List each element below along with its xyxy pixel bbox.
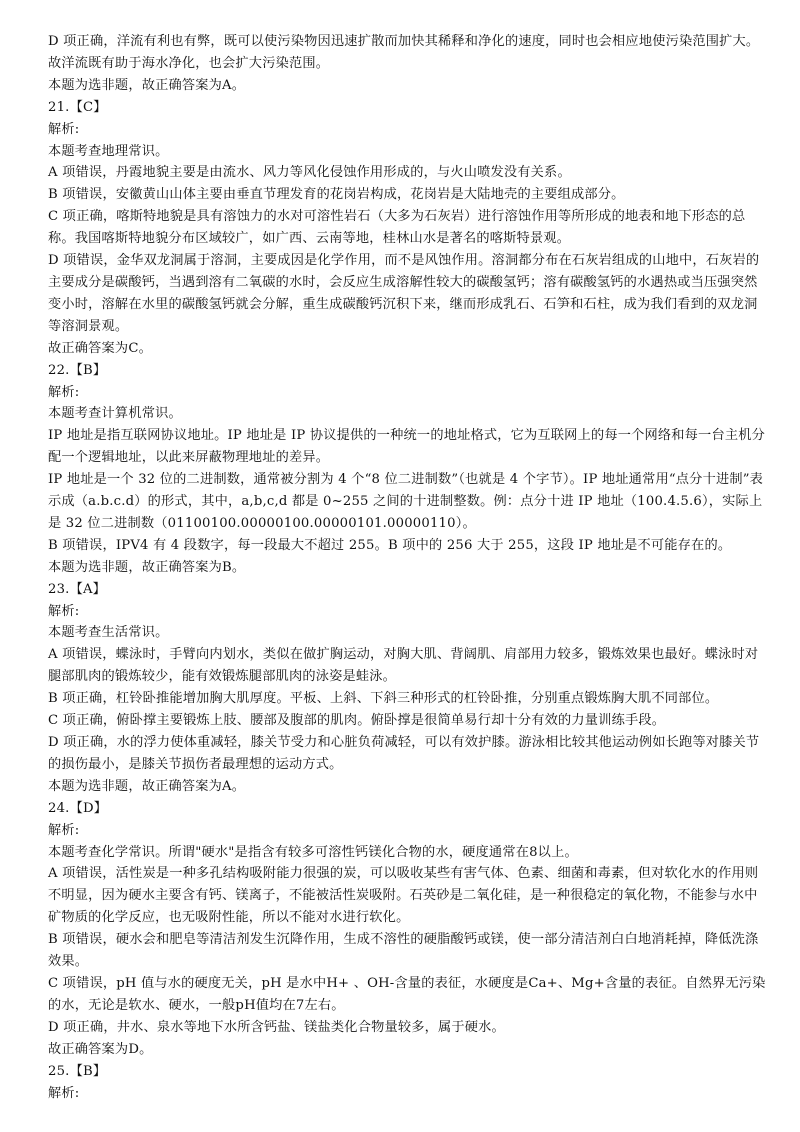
analysis-label: 解析: (48, 1085, 80, 1101)
analysis-label: 解析: (48, 822, 80, 838)
paragraph: A 项错误，活性炭是一种多孔结构吸附能力很强的炭，可以吸收某些有害气体、色素、细菌和毒素，但对软化水的作用则不明显，因为硬水主要含有钙、镁离子，不能被活性炭吸附。石英砂是二氧化硅，是一种很稳定的氧化物，不能参与水中矿物质的化学反应，也无吸附性能，所以不能对水进行软化。 (48, 866, 759, 926)
paragraph: D 项正确，洋流有利也有弊，既可以使污染物因迅速扩散而加快其稀释和净化的速度，同时也会相应地使污染范围扩大。故洋流既有助于海水净化，也会扩大污染范围。 (48, 34, 760, 71)
paragraph: 本题为选非题，故正确答案为A。 (48, 77, 246, 93)
paragraph: 本题考查化学常识。所谓"硬水"是指含有较多可溶性钙镁化合物的水，硬度通常在8以上。 (48, 844, 578, 860)
paragraph: B 项正确，杠铃卧推能增加胸大肌厚度。平板、上斜、下斜三种形式的杠铃卧推，分别重点锻炼胸大肌不同部位。 (48, 691, 719, 707)
paragraph: 本题为选非题，故正确答案为B。 (48, 559, 246, 575)
analysis-label: 解析: (48, 603, 80, 619)
paragraph: IP 地址是一个 32 位的二进制数，通常被分割为 4 个“8 位二进制数”（也就是 4 个字节）。IP 地址通常用“点分十进制”表示成（a.b.c.d）的形式，其中，a,b,c,d 都是 0~255 之间的十进制整数。例：点分十进 IP 地址（100.4.5.6），实际上是 32 位二进制数（01100100.00000100.00000101.00000110）。 (48, 472, 764, 531)
paragraph: 故正确答案为D。 (48, 1041, 153, 1057)
paragraph: 本题考查地理常识。 (48, 143, 169, 159)
document-body (48, 31, 770, 1104)
paragraph: C 项正确，俯卧撑主要锻炼上肢、腰部及腹部的肌肉。俯卧撑是很简单易行却十分有效的力量训练手段。 (48, 713, 666, 729)
paragraph: B 项错误，安徽黄山山体主要由垂直节理发育的花岗岩构成，花岗岩是大陆地壳的主要组成部分。 (48, 187, 625, 203)
analysis-label: 解析: (48, 121, 80, 137)
paragraph: D 项正确，井水、泉水等地下水所含钙盐、镁盐类化合物量较多，属于硬水。 (48, 1019, 505, 1035)
question-heading: 25.【B】 (48, 1063, 107, 1079)
paragraph: B 项错误，IPV4 有 4 段数字，每一段最大不超过 255。B 项中的 256 大于 255，这段 IP 地址是不可能存在的。 (48, 537, 732, 553)
paragraph: C 项正确，喀斯特地貌是具有溶蚀力的水对可溶性岩石（大多为石灰岩）进行溶蚀作用等所形成的地表和地下形态的总称。我国喀斯特地貌分布区域较广，如广西、云南等地，桂林山水是著名的喀斯特景观。 (48, 209, 746, 247)
question-heading: 23.【A】 (48, 581, 107, 597)
paragraph: D 项错误，金华双龙洞属于溶洞，主要成因是化学作用，而不是风蚀作用。溶洞都分布在石灰岩组成的山地中，石灰岩的主要成分是碳酸钙，当遇到溶有二氧碳的水时，会反应生成溶解性较大的碳酸氢钙；溶有碳酸氢钙的水遇热或当压强突然变小时，溶解在水里的碳酸氢钙就会分解，重生成碳酸钙沉积下来，继而形成乳石、石笋和石柱，成为我们看到的双龙洞等溶洞景观。 (48, 253, 760, 334)
question-heading: 24.【D】 (48, 800, 108, 816)
paragraph: 本题考查计算机常识。 (48, 406, 182, 422)
paragraph: A 项错误，蝶泳时，手臂向内划水，类似在做扩胸运动，对胸大肌、背阔肌、肩部用力较多，锻炼效果也最好。蝶泳时对腿部肌肉的锻炼较少，能有效锻炼腿部肌肉的泳姿是蛙泳。 (48, 647, 759, 685)
paragraph: 本题考查生活常识。 (48, 625, 169, 641)
paragraph: D 项正确，水的浮力使体重减轻，膝关节受力和心脏负荷减轻，可以有效护膝。游泳相比较其他运动例如长跑等对膝关节的损伤最小，是膝关节损伤者最理想的运动方式。 (48, 735, 760, 772)
paragraph: B 项错误，硬水会和肥皂等清洁剂发生沉降作用，生成不溶性的硬脂酸钙或镁，使一部分清洁剂白白地消耗掉，降低洗涤效果。 (48, 932, 759, 970)
paragraph: IP 地址是指互联网协议地址。IP 地址是 IP 协议提供的一种统一的地址格式，它为互联网上的每一个网络和每一台主机分配一个逻辑地址，以此来屏蔽物理地址的差异。 (48, 428, 765, 466)
question-heading: 21.【C】 (48, 99, 107, 115)
paragraph: C 项错误，pH 值与水的硬度无关，pH 是水中H+ 、OH-含量的表征，水硬度是Ca+、Mg+含量的表征。自然界无污染的水，无论是软水、硬水，一般pH值均在7左右。 (48, 975, 766, 1013)
question-heading: 22.【B】 (48, 362, 107, 378)
paragraph: 本题为选非题，故正确答案为A。 (48, 778, 246, 794)
paragraph: 故正确答案为C。 (48, 340, 153, 356)
analysis-label: 解析: (48, 384, 80, 400)
paragraph: A 项错误，丹霞地貌主要是由流水、风力等风化侵蚀作用形成的，与火山喷发没有关系。 (48, 165, 571, 181)
